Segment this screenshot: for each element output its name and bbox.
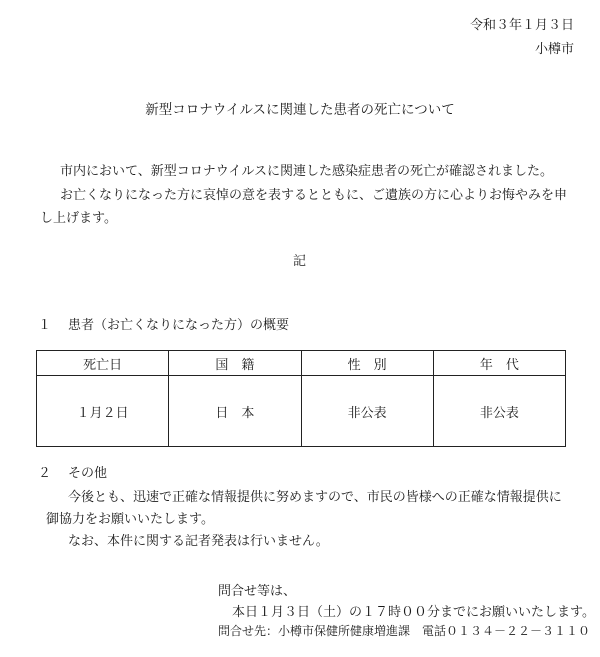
header-age-group: 年 代 <box>433 351 565 376</box>
header-nationality: 国 籍 <box>169 351 301 376</box>
section-2-line-1: 今後とも、迅速で正確な情報提供に努めますので、市民の皆様への正確な情報提供に <box>68 490 562 505</box>
section-1-title: 患者（お亡くなりになった方）の概要 <box>68 318 290 333</box>
header-sex: 性 別 <box>301 351 433 376</box>
section-2-line-3: なお、本件に関する記者発表は行いません。 <box>68 534 329 549</box>
body-paragraph-1: 市内において、新型コロナウイルスに関連した感染症患者の死亡が確認されました。 <box>60 164 553 179</box>
document-title: 新型コロナウイルスに関連した患者の死亡について <box>145 102 455 118</box>
cell-age-group: 非公表 <box>433 376 565 447</box>
section-1-number: １ <box>38 318 52 333</box>
ki-heading: 記 <box>293 254 307 269</box>
header-death-date: 死亡日 <box>37 351 169 376</box>
issue-date: 令和３年１月３日 <box>469 18 574 33</box>
section-2-line-2: 御協力をお願いいたします。 <box>46 512 214 527</box>
section-2-title: その他 <box>68 466 108 481</box>
body-paragraph-2-line-2: し上げます。 <box>40 211 117 226</box>
table-header-row <box>37 351 566 376</box>
contact-intro: 問合せ等は、 <box>218 584 297 599</box>
table-row <box>37 376 566 447</box>
section-1-heading <box>38 314 289 333</box>
section-2-number: ２ <box>38 466 52 481</box>
issuer-name: 小樽市 <box>534 42 574 57</box>
patient-summary-table <box>36 350 566 447</box>
contact-details: 問合せ先：小樽市保健所健康増進課 電話０１３４－２２－３１１０ <box>218 624 591 638</box>
cell-death-date: １月２日 <box>37 376 169 447</box>
cell-nationality: 日 本 <box>169 376 301 447</box>
cell-sex: 非公表 <box>301 376 433 447</box>
contact-deadline: 本日１月３日（土）の１７時００分までにお願いいたします。 <box>232 605 595 620</box>
body-paragraph-2-line-1: お亡くなりになった方に哀悼の意を表するとともに、ご遺族の方に心よりお悔やみを申 <box>60 188 568 203</box>
section-2-heading <box>38 462 107 481</box>
